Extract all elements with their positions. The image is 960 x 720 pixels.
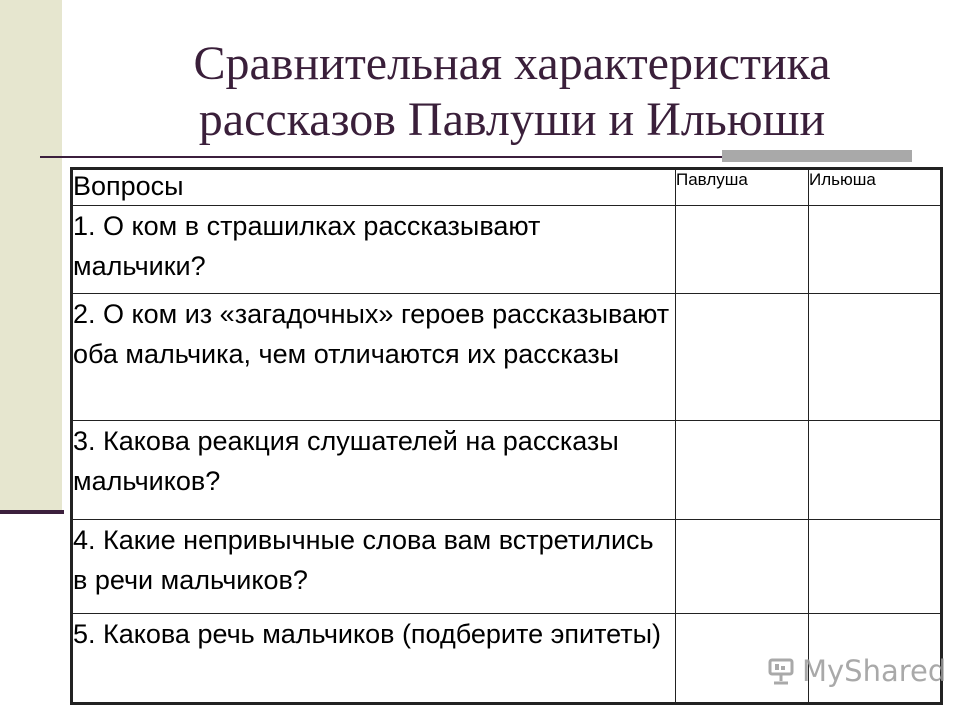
question-cell: 2. О ком из «загадочных» героев рассказывают оба мальчика, чем отличаются их рассказы <box>72 294 676 421</box>
watermark-text: MyShared <box>802 654 947 688</box>
side-decor-strip <box>0 0 62 512</box>
answer-cell-ilyusha[interactable] <box>809 421 942 520</box>
header-ilyusha: Ильюша <box>809 169 942 206</box>
question-cell: 3. Какова реакция слушателей на рассказы мальчиков? <box>72 421 676 520</box>
comparison-table <box>70 167 943 705</box>
table-row <box>72 421 942 520</box>
slide-title-line-1: Сравнительная характеристика <box>193 37 831 90</box>
answer-cell-pavlusha[interactable] <box>676 205 809 293</box>
presentation-icon <box>766 656 796 686</box>
question-cell: 1. О ком в страшилках рассказывают мальчики? <box>72 205 676 293</box>
slide-title-line-2: рассказов Павлуши и Ильюши <box>198 93 826 146</box>
answer-cell-ilyusha[interactable] <box>809 294 942 421</box>
table-row <box>72 294 942 421</box>
question-cell: 4. Какие непривычные слова вам встретились в речи мальчиков? <box>72 519 676 614</box>
table-row <box>72 205 942 293</box>
header-questions: Вопросы <box>72 169 676 206</box>
slide-title <box>62 36 960 148</box>
header-pavlusha: Павлуша <box>676 169 809 206</box>
answer-cell-pavlusha[interactable] <box>676 519 809 614</box>
decor-gray-bar <box>722 150 912 162</box>
question-cell: 5. Какова речь мальчиков (подберите эпитеты) <box>72 614 676 704</box>
table-row <box>72 519 942 614</box>
answer-cell-pavlusha[interactable] <box>676 294 809 421</box>
side-decor-underline <box>0 510 64 514</box>
watermark <box>766 654 946 688</box>
table-header-row <box>72 169 942 206</box>
answer-cell-ilyusha[interactable] <box>809 519 942 614</box>
answer-cell-ilyusha[interactable] <box>809 205 942 293</box>
answer-cell-pavlusha[interactable] <box>676 421 809 520</box>
